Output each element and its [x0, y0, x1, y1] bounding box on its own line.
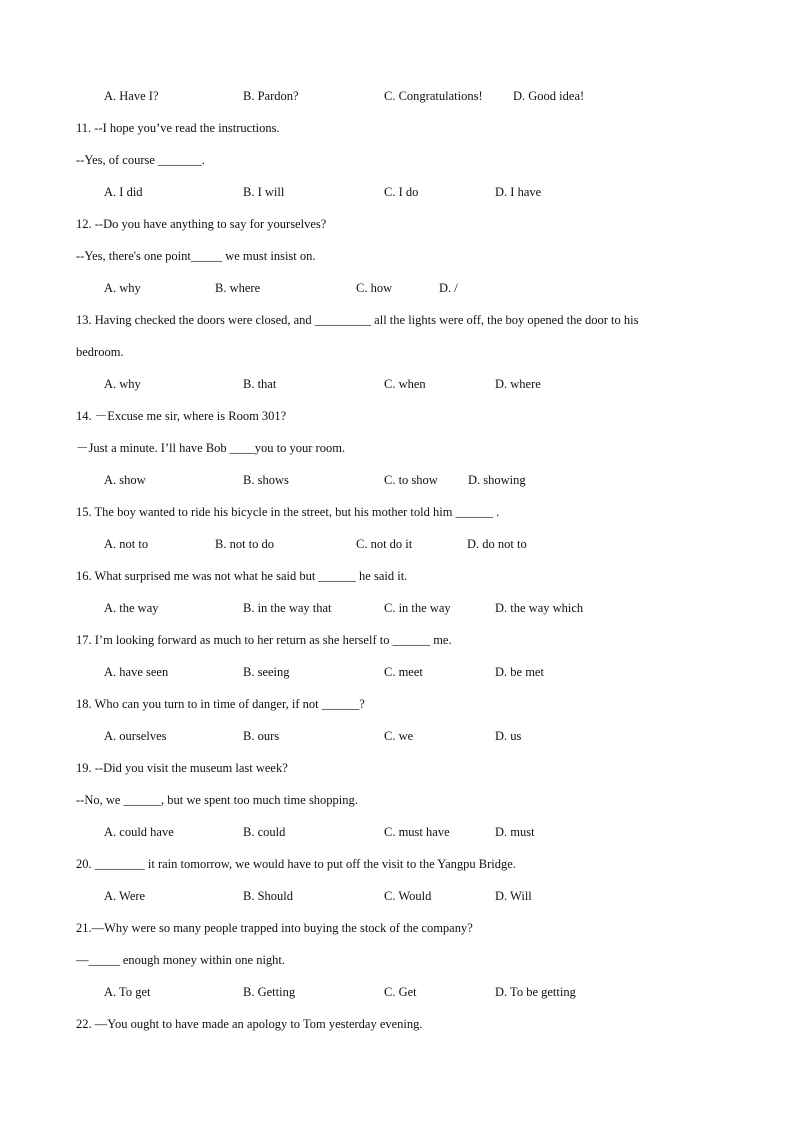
q15-option-b: B. not to do — [215, 537, 275, 551]
q18-option-a: A. ourselves — [104, 729, 167, 743]
q18-option-c: C. we — [384, 729, 414, 743]
q17-option-a: A. have seen — [104, 665, 169, 679]
q19-option-c: C. must have — [384, 825, 450, 839]
q20-option-c: C. Would — [384, 889, 432, 903]
q17-option-c: C. meet — [384, 665, 423, 679]
q15-stem: 15. The boy wanted to ride his bicycle in the street, but his mother told him ______ . — [76, 505, 500, 519]
q11-stem: 11. --I hope you’ve read the instructions. — [76, 121, 280, 135]
q20-option-d: D. Will — [495, 889, 532, 903]
q13-stem-continued: bedroom. — [76, 345, 124, 359]
q11-stem-response: --Yes, of course _______. — [76, 153, 205, 167]
q14-stem-response: －Just a minute. I’ll have Bob ____you to your room. — [76, 441, 346, 455]
q16-options — [104, 600, 744, 616]
q10-option-c: C. Congratulations! — [384, 89, 483, 103]
q16-stem: 16. What surprised me was not what he said but ______ he said it. — [76, 569, 408, 583]
q19-stem-response: --No, we ______, but we spent too much time shopping. — [76, 793, 358, 807]
q17-options — [104, 664, 744, 680]
q21-option-c: C. Get — [384, 985, 417, 999]
q11-option-d: D. I have — [495, 185, 542, 199]
q19-options — [104, 824, 744, 840]
q17-option-b: B. seeing — [243, 665, 290, 679]
q19-option-b: B. could — [243, 825, 286, 839]
q19-option-a: A. could have — [104, 825, 174, 839]
q11-option-a: A. I did — [104, 185, 143, 199]
q13-option-c: C. when — [384, 377, 426, 391]
q21-option-d: D. To be getting — [495, 985, 576, 999]
q12-option-a: A. why — [104, 281, 141, 295]
q14-option-a: A. show — [104, 473, 146, 487]
q17-stem: 17. I’m looking forward as much to her return as she herself to ______ me. — [76, 633, 452, 647]
q12-option-b: B. where — [215, 281, 261, 295]
q21-options — [104, 984, 744, 1000]
q13-option-d: D. where — [495, 377, 541, 391]
q21-stem-response: —_____ enough money within one night. — [76, 953, 286, 967]
q18-option-d: D. us — [495, 729, 522, 743]
q19-stem: 19. --Did you visit the museum last week? — [76, 761, 288, 775]
q22-stem: 22. —You ought to have made an apology to Tom yesterday evening. — [76, 1017, 423, 1031]
q10-option-a: A. Have I? — [104, 89, 159, 103]
q15-option-d: D. do not to — [467, 537, 527, 551]
q17-option-d: D. be met — [495, 665, 544, 679]
q21-stem: 21.—Why were so many people trapped into buying the stock of the company? — [76, 921, 473, 935]
q13-option-a: A. why — [104, 377, 141, 391]
q19-option-d: D. must — [495, 825, 535, 839]
q14-option-d: D. showing — [468, 473, 526, 487]
q13-option-b: B. that — [243, 377, 277, 391]
q18-option-b: B. ours — [243, 729, 280, 743]
q20-options — [104, 888, 744, 904]
q16-option-d: D. the way which — [495, 601, 584, 615]
q20-option-a: A. Were — [104, 889, 146, 903]
q15-options — [104, 536, 744, 552]
q20-stem: 20. ________ it rain tomorrow, we would have to put off the visit to the Yangpu Bridge. — [76, 857, 516, 871]
q13-stem: 13. Having checked the doors were closed, and _________ all the lights were off, the boy opened the door to his — [76, 313, 639, 327]
q11-option-c: C. I do — [384, 185, 419, 199]
q10-option-b: B. Pardon? — [243, 89, 299, 103]
q15-option-a: A. not to — [104, 537, 149, 551]
q10-options — [104, 88, 744, 104]
q12-options — [104, 280, 744, 296]
q11-options — [104, 184, 744, 200]
q16-option-a: A. the way — [104, 601, 159, 615]
q18-stem: 18. Who can you turn to in time of danger, if not ______? — [76, 697, 365, 711]
q16-option-c: C. in the way — [384, 601, 451, 615]
q14-stem: 14. －Excuse me sir, where is Room 301? — [76, 409, 287, 423]
q12-option-c: C. how — [356, 281, 393, 295]
q11-option-b: B. I will — [243, 185, 285, 199]
q12-stem-response: --Yes, there's one point_____ we must insist on. — [76, 249, 316, 263]
q21-option-b: B. Getting — [243, 985, 296, 999]
q20-option-b: B. Should — [243, 889, 294, 903]
q14-option-b: B. shows — [243, 473, 289, 487]
q14-options — [104, 472, 744, 488]
q12-stem: 12. --Do you have anything to say for yourselves? — [76, 217, 327, 231]
q13-options — [104, 376, 744, 392]
q16-option-b: B. in the way that — [243, 601, 332, 615]
q18-options — [104, 728, 744, 744]
q14-option-c: C. to show — [384, 473, 438, 487]
q12-option-d: D. / — [439, 281, 458, 295]
q10-option-d: D. Good idea! — [513, 89, 585, 103]
q21-option-a: A. To get — [104, 985, 151, 999]
q15-option-c: C. not do it — [356, 537, 413, 551]
